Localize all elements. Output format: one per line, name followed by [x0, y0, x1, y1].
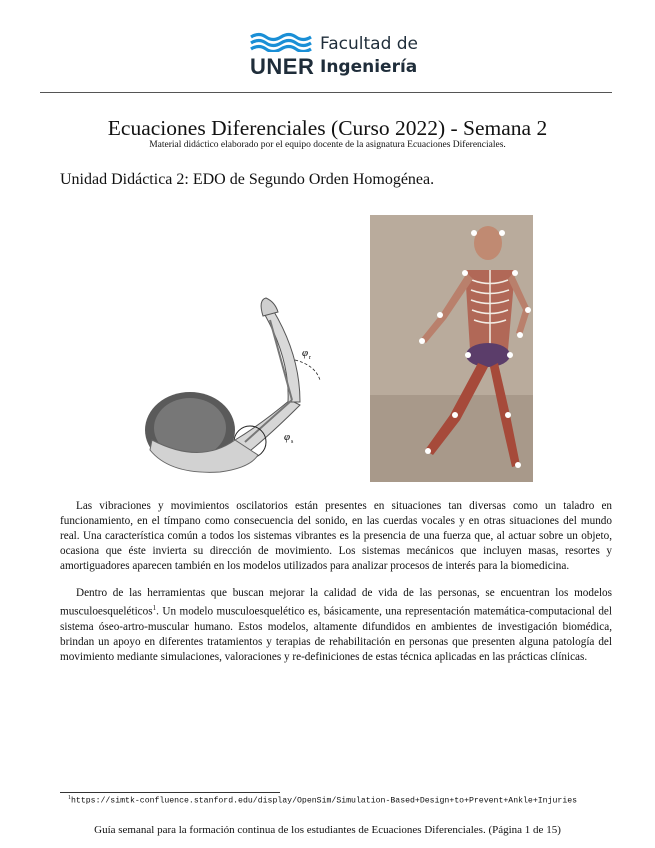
footnote-ref[interactable]: 1 — [152, 604, 157, 612]
paragraph-modelos — [60, 586, 612, 665]
logo-uner-text: UNER — [250, 54, 315, 79]
logo-faculty-name: Ingeniería — [320, 57, 418, 77]
footnote-number: 1 — [68, 795, 71, 801]
paragraph-modelos-text-2: . Un modelo musculoesquelético es, básicamente, una representación matemática-computacional del sistema óseo-artro-muscular humano. Estos modelos, altamente difundidos en ambientes de investigación biomédica, brindan un apoyo en diferentes tratamientos y terapias de rehabilitación en personas que presenten alguna patología del movimiento mediante simulaciones, valoraciones y re-definiciones de estas técnica aplicadas en las prácticas clínicas. — [60, 605, 612, 663]
footnote-divider — [60, 792, 280, 793]
footnote-link[interactable]: https://simtk-confluence.stanford.edu/display/OpenSim/Simulation-Based+Design+to+Prevent+Ankle+Injuries — [71, 796, 578, 806]
page-footer: Guía semanal para la formación continua de los estudiantes de Ecuaciones Diferenciales. (Página 1 de 15) — [94, 824, 561, 836]
wave-logo-icon — [250, 32, 312, 52]
paragraph-vibraciones: Las vibraciones y movimientos oscilatorios están presentes en situaciones tan diversas como un taladro en funcionamiento, en el tímpano como consecuencia del sonido, en las cuerdas vocales y en otras situaciones del mundo real. Una característica común a todos los sistemas vibrantes es la presencia de una fuerza que, al actuar sobre un objeto, ocasiona que éste invierta su dirección de movimiento. Los sistemas mecánicos que incluyen masas, resortes y amortiguadores aparecen también en los modelos utilizados para analizar procesos de interés para la biomedicina. — [60, 500, 612, 572]
page-title: Ecuaciones Diferenciales (Curso 2022) - Semana 2 — [107, 116, 548, 140]
angle-label-r: φ — [302, 347, 309, 359]
angle-label-r-sub: r — [309, 355, 311, 361]
angle-label-s: φ — [284, 431, 291, 443]
faculty-logo — [250, 30, 430, 82]
angle-label-s-sub: s — [291, 439, 294, 445]
page-subtitle: Material didáctico elaborado por el equipo docente de la asignatura Ecuaciones Diferenciales. — [149, 140, 506, 150]
footnote — [68, 795, 577, 806]
arm-model-figure — [140, 290, 330, 480]
logo-faculty-text: Facultad de — [320, 34, 419, 54]
section-heading: Unidad Didáctica 2: EDO de Segundo Orden Homogénea. — [60, 171, 435, 188]
musculoskeletal-photo — [370, 215, 533, 482]
header-divider — [40, 92, 612, 93]
paragraph-modelos-text-1: Dentro de las herramientas que buscan mejorar la calidad de vida de las personas, se encuentran los modelos musculoesqueléticos — [60, 587, 612, 618]
